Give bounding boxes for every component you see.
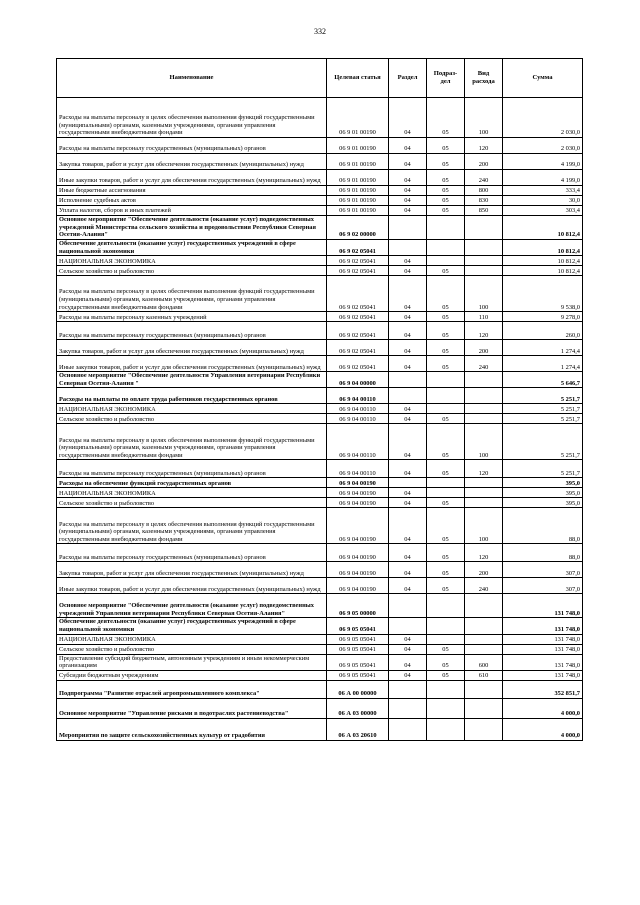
cell-section: 04 [389, 322, 427, 340]
cell-name: Иные закупки товаров, работ и услуг для обеспечения государственных (муниципальных) нужд [57, 578, 327, 594]
table-row [57, 256, 583, 266]
cell-name: Сельское хозяйство и рыболовство [57, 266, 327, 276]
cell-kind: 200 [465, 154, 503, 170]
cell-target: 06 9 04 00190 [327, 578, 389, 594]
cell-target: 06 9 02 05041 [327, 276, 389, 312]
table-row [57, 276, 583, 312]
cell-sum: 5 251,7 [503, 460, 583, 478]
cell-sum: 4 199,0 [503, 154, 583, 170]
cell-target: 06 А 00 00000 [327, 680, 389, 698]
cell-kind: 600 [465, 654, 503, 670]
cell-sum: 5 646,7 [503, 372, 583, 388]
cell-kind: 200 [465, 562, 503, 578]
cell-section: 04 [389, 498, 427, 508]
table-row [57, 170, 583, 186]
cell-kind: 120 [465, 138, 503, 154]
cell-target: 06 9 05 05041 [327, 654, 389, 670]
cell-target: 06 9 02 05041 [327, 356, 389, 372]
cell-target: 06 9 04 00000 [327, 372, 389, 388]
cell-name: Обеспечение деятельности (оказание услуг) государственных учреждений в сфере национальной экономики [57, 618, 327, 634]
cell-sum: 131 748,0 [503, 618, 583, 634]
cell-name: Расходы на выплаты по оплате труда работников государственных органов [57, 388, 327, 404]
cell-target: 06 9 04 00110 [327, 460, 389, 478]
cell-kind [465, 404, 503, 414]
cell-subsection [427, 594, 465, 618]
cell-target: 06 9 04 00190 [327, 508, 389, 544]
cell-subsection: 05 [427, 544, 465, 562]
cell-name: Расходы на выплаты персоналу государственных (муниципальных) органов [57, 138, 327, 154]
cell-kind [465, 240, 503, 256]
cell-name: Закупка товаров, работ и услуг для обеспечения государственных (муниципальных) нужд [57, 562, 327, 578]
cell-sum: 88,0 [503, 508, 583, 544]
cell-subsection [427, 478, 465, 488]
cell-sum: 9 538,0 [503, 276, 583, 312]
cell-name: Сельское хозяйство и рыболовство [57, 414, 327, 424]
table-row [57, 654, 583, 670]
cell-section [389, 718, 427, 740]
cell-section: 04 [389, 356, 427, 372]
cell-name: Предоставление субсидий бюджетным, автономным учреждениям и иным некоммерческим организациям [57, 654, 327, 670]
cell-kind: 830 [465, 196, 503, 206]
cell-subsection: 05 [427, 414, 465, 424]
cell-sum: 260,0 [503, 322, 583, 340]
cell-sum: 5 251,7 [503, 404, 583, 414]
cell-sum: 4 000,0 [503, 718, 583, 740]
cell-kind [465, 488, 503, 498]
cell-subsection: 05 [427, 206, 465, 216]
table-row [57, 718, 583, 740]
table-row [57, 196, 583, 206]
cell-sum: 10 812,4 [503, 256, 583, 266]
table-row [57, 240, 583, 256]
table-row [57, 356, 583, 372]
cell-subsection: 05 [427, 670, 465, 680]
cell-target: 06 9 01 00190 [327, 138, 389, 154]
cell-section: 04 [389, 562, 427, 578]
table-row [57, 618, 583, 634]
cell-subsection [427, 256, 465, 266]
cell-subsection [427, 216, 465, 240]
cell-sum: 10 812,4 [503, 266, 583, 276]
table-row [57, 98, 583, 138]
cell-sum: 4 199,0 [503, 170, 583, 186]
table-row [57, 266, 583, 276]
cell-subsection [427, 718, 465, 740]
cell-section [389, 618, 427, 634]
header-section: Раздел [389, 59, 427, 98]
table-row [57, 698, 583, 718]
cell-subsection [427, 698, 465, 718]
table-row [57, 414, 583, 424]
cell-kind [465, 256, 503, 266]
cell-section: 04 [389, 276, 427, 312]
table-row [57, 544, 583, 562]
cell-subsection: 05 [427, 460, 465, 478]
cell-subsection [427, 618, 465, 634]
cell-sum: 4 000,0 [503, 698, 583, 718]
cell-name: НАЦИОНАЛЬНАЯ ЭКОНОМИКА [57, 488, 327, 498]
cell-name: Уплата налогов, сборов и иных платежей [57, 206, 327, 216]
header-subsection: Подраз-дел [427, 59, 465, 98]
header-target: Целевая статья [327, 59, 389, 98]
cell-section [389, 594, 427, 618]
cell-sum: 1 274,4 [503, 356, 583, 372]
cell-kind: 120 [465, 322, 503, 340]
table-row [57, 498, 583, 508]
cell-target: 06 9 01 00190 [327, 186, 389, 196]
cell-name: Иные закупки товаров, работ и услуг для обеспечения государственных (муниципальных) нужд [57, 356, 327, 372]
cell-section: 04 [389, 138, 427, 154]
cell-subsection: 05 [427, 312, 465, 322]
table-row [57, 216, 583, 240]
page-number: 332 [314, 27, 326, 36]
cell-section: 04 [389, 508, 427, 544]
cell-section: 04 [389, 154, 427, 170]
cell-section: 04 [389, 186, 427, 196]
cell-kind: 240 [465, 170, 503, 186]
cell-sum: 10 812,4 [503, 240, 583, 256]
cell-sum: 2 030,0 [503, 138, 583, 154]
cell-name: НАЦИОНАЛЬНАЯ ЭКОНОМИКА [57, 634, 327, 644]
cell-subsection [427, 404, 465, 414]
cell-section: 04 [389, 340, 427, 356]
cell-name: Подпрограмма "Развитие отраслей агропромышленного комплекса" [57, 680, 327, 698]
cell-kind [465, 644, 503, 654]
cell-sum: 131 748,0 [503, 670, 583, 680]
cell-name: Расходы на выплаты персоналу в целях обеспечения выполнения функций государственными (муниципальными) органами, казенными учреждениями, органами управления государственными внебюджетными фондами [57, 276, 327, 312]
cell-kind: 120 [465, 460, 503, 478]
cell-name: Исполнение судебных актов [57, 196, 327, 206]
table-row [57, 644, 583, 654]
cell-kind [465, 216, 503, 240]
cell-subsection [427, 372, 465, 388]
cell-subsection: 05 [427, 578, 465, 594]
cell-name: НАЦИОНАЛЬНАЯ ЭКОНОМИКА [57, 256, 327, 266]
cell-name: Основное мероприятие "Обеспечение деятельности Управления ветеринарии Республики Северная Осетия-Алания " [57, 372, 327, 388]
cell-subsection: 05 [427, 322, 465, 340]
cell-name: Расходы на выплаты персоналу государственных (муниципальных) органов [57, 544, 327, 562]
cell-subsection [427, 634, 465, 644]
budget-table [56, 58, 583, 741]
cell-target: 06 9 04 00110 [327, 424, 389, 460]
cell-name: Сельское хозяйство и рыболовство [57, 644, 327, 654]
cell-name: Иные закупки товаров, работ и услуг для обеспечения государственных (муниципальных) нужд [57, 170, 327, 186]
table-row [57, 508, 583, 544]
cell-name: Расходы на выплаты персоналу казенных учреждений [57, 312, 327, 322]
cell-name: НАЦИОНАЛЬНАЯ ЭКОНОМИКА [57, 404, 327, 414]
cell-section: 04 [389, 488, 427, 498]
cell-target: 06 9 02 00000 [327, 216, 389, 240]
table-row [57, 460, 583, 478]
cell-sum: 307,0 [503, 578, 583, 594]
table-row [57, 488, 583, 498]
cell-section: 04 [389, 256, 427, 266]
cell-subsection: 05 [427, 138, 465, 154]
cell-name: Иные бюджетные ассигнования [57, 186, 327, 196]
cell-kind: 100 [465, 424, 503, 460]
cell-kind [465, 388, 503, 404]
cell-name: Субсидии бюджетным учреждениям [57, 670, 327, 680]
cell-sum: 395,0 [503, 498, 583, 508]
cell-name: Расходы на обеспечение функций государственных органов [57, 478, 327, 488]
cell-kind [465, 634, 503, 644]
cell-target: 06 9 05 05041 [327, 644, 389, 654]
cell-sum: 131 748,0 [503, 644, 583, 654]
cell-target: 06 9 02 05041 [327, 256, 389, 266]
table-row [57, 424, 583, 460]
cell-sum: 5 251,7 [503, 424, 583, 460]
cell-sum: 131 748,0 [503, 634, 583, 644]
cell-kind: 100 [465, 508, 503, 544]
cell-target: 06 9 01 00190 [327, 98, 389, 138]
cell-subsection: 05 [427, 266, 465, 276]
cell-target: 06 9 04 00110 [327, 404, 389, 414]
cell-target: 06 А 03 00000 [327, 698, 389, 718]
cell-subsection: 05 [427, 498, 465, 508]
cell-section: 04 [389, 424, 427, 460]
table-row [57, 312, 583, 322]
cell-target: 06 9 02 05041 [327, 240, 389, 256]
cell-kind [465, 718, 503, 740]
cell-name: Расходы на выплаты персоналу государственных (муниципальных) органов [57, 460, 327, 478]
cell-subsection: 05 [427, 170, 465, 186]
table-row [57, 670, 583, 680]
header-sum: Сумма [503, 59, 583, 98]
cell-kind: 100 [465, 98, 503, 138]
cell-kind: 610 [465, 670, 503, 680]
cell-sum: 352 851,7 [503, 680, 583, 698]
cell-sum: 30,0 [503, 196, 583, 206]
cell-section [389, 698, 427, 718]
cell-name: Мероприятия по защите сельскохозяйственных культур от градобития [57, 718, 327, 740]
cell-target: 06 9 01 00190 [327, 206, 389, 216]
cell-section: 04 [389, 170, 427, 186]
cell-section: 04 [389, 578, 427, 594]
cell-section: 04 [389, 634, 427, 644]
cell-sum: 307,0 [503, 562, 583, 578]
cell-sum: 395,0 [503, 478, 583, 488]
cell-target: 06 А 03 20610 [327, 718, 389, 740]
table-row [57, 634, 583, 644]
cell-subsection [427, 680, 465, 698]
cell-kind [465, 698, 503, 718]
cell-section: 04 [389, 404, 427, 414]
cell-section: 04 [389, 644, 427, 654]
cell-target: 06 9 05 05041 [327, 618, 389, 634]
cell-subsection: 05 [427, 356, 465, 372]
cell-kind: 240 [465, 578, 503, 594]
cell-name: Закупка товаров, работ и услуг для обеспечения государственных (муниципальных) нужд [57, 154, 327, 170]
cell-kind [465, 594, 503, 618]
cell-name: Основное мероприятие "Обеспечение деятельности (оказание услуг) подведомственных учреждений Министерства сельского хозяйства и продовольствия Республики Северная Осетия-Алания" [57, 216, 327, 240]
cell-target: 06 9 02 05041 [327, 266, 389, 276]
table-row [57, 562, 583, 578]
cell-section [389, 216, 427, 240]
cell-section: 04 [389, 266, 427, 276]
cell-name: Основное мероприятие "Управление рисками в подотраслях растениеводства" [57, 698, 327, 718]
cell-kind [465, 372, 503, 388]
table-row [57, 372, 583, 388]
cell-subsection: 05 [427, 186, 465, 196]
cell-section: 04 [389, 196, 427, 206]
cell-sum: 9 278,0 [503, 312, 583, 322]
cell-subsection: 05 [427, 562, 465, 578]
table-row [57, 138, 583, 154]
cell-name: Закупка товаров, работ и услуг для обеспечения государственных (муниципальных) нужд [57, 340, 327, 356]
cell-kind: 110 [465, 312, 503, 322]
cell-name: Сельское хозяйство и рыболовство [57, 498, 327, 508]
cell-target: 06 9 04 00190 [327, 478, 389, 488]
table-header-row [57, 59, 583, 98]
cell-subsection [427, 240, 465, 256]
cell-sum: 303,4 [503, 206, 583, 216]
cell-target: 06 9 01 00190 [327, 154, 389, 170]
cell-sum: 395,0 [503, 488, 583, 498]
table-row [57, 680, 583, 698]
cell-target: 06 9 05 00000 [327, 594, 389, 618]
table-row [57, 206, 583, 216]
cell-section: 04 [389, 312, 427, 322]
cell-target: 06 9 01 00190 [327, 170, 389, 186]
cell-kind: 240 [465, 356, 503, 372]
table-row [57, 388, 583, 404]
cell-name: Основное мероприятие "Обеспечение деятельности (оказание услуг) подведомственных учреждений Управления ветеринарии Республики Северная Осетия-Алания" [57, 594, 327, 618]
cell-section [389, 680, 427, 698]
cell-kind [465, 414, 503, 424]
table-row [57, 478, 583, 488]
cell-target: 06 9 04 00190 [327, 562, 389, 578]
cell-kind: 800 [465, 186, 503, 196]
table-row [57, 322, 583, 340]
cell-target: 06 9 04 00110 [327, 414, 389, 424]
table-body [57, 98, 583, 741]
cell-kind: 200 [465, 340, 503, 356]
cell-target: 06 9 04 00190 [327, 544, 389, 562]
header-name: Наименование [57, 59, 327, 98]
cell-subsection: 05 [427, 154, 465, 170]
cell-section: 04 [389, 206, 427, 216]
cell-kind: 850 [465, 206, 503, 216]
cell-subsection: 05 [427, 424, 465, 460]
cell-section: 04 [389, 460, 427, 478]
cell-kind: 120 [465, 544, 503, 562]
cell-subsection: 05 [427, 196, 465, 206]
cell-section [389, 478, 427, 488]
cell-sum: 88,0 [503, 544, 583, 562]
cell-sum: 333,4 [503, 186, 583, 196]
cell-sum: 10 812,4 [503, 216, 583, 240]
table-row [57, 578, 583, 594]
table-row [57, 340, 583, 356]
cell-subsection: 05 [427, 276, 465, 312]
cell-section: 04 [389, 98, 427, 138]
cell-kind [465, 266, 503, 276]
cell-subsection: 05 [427, 340, 465, 356]
cell-target: 06 9 02 05041 [327, 322, 389, 340]
cell-subsection [427, 388, 465, 404]
cell-name: Расходы на выплаты персоналу государственных (муниципальных) органов [57, 322, 327, 340]
cell-target: 06 9 02 05041 [327, 312, 389, 322]
cell-name: Расходы на выплаты персоналу в целях обеспечения выполнения функций государственными (муниципальными) органами, казенными учреждениями, органами управления государственными внебюджетными фондами [57, 98, 327, 138]
table-row [57, 154, 583, 170]
cell-kind: 100 [465, 276, 503, 312]
cell-target: 06 9 04 00110 [327, 388, 389, 404]
cell-sum: 131 748,0 [503, 654, 583, 670]
table-row [57, 594, 583, 618]
cell-name: Расходы на выплаты персоналу в целях обеспечения выполнения функций государственными (муниципальными) органами, казенными учреждениями, органами управления государственными внебюджетными фондами [57, 424, 327, 460]
cell-target: 06 9 04 00190 [327, 498, 389, 508]
cell-name: Расходы на выплаты персоналу в целях обеспечения выполнения функций государственными (муниципальными) органами, казенными учреждениями, органами управления государственными внебюджетными фондами [57, 508, 327, 544]
cell-target: 06 9 05 05041 [327, 634, 389, 644]
header-kind: Вид расхода [465, 59, 503, 98]
cell-sum: 5 251,7 [503, 414, 583, 424]
cell-section: 04 [389, 414, 427, 424]
cell-kind [465, 498, 503, 508]
table-row [57, 404, 583, 414]
cell-section [389, 240, 427, 256]
cell-target: 06 9 02 05041 [327, 340, 389, 356]
cell-kind [465, 618, 503, 634]
cell-section [389, 388, 427, 404]
cell-kind [465, 478, 503, 488]
cell-target: 06 9 05 05041 [327, 670, 389, 680]
cell-subsection: 05 [427, 644, 465, 654]
cell-sum: 1 274,4 [503, 340, 583, 356]
cell-kind [465, 680, 503, 698]
cell-section: 04 [389, 670, 427, 680]
cell-section: 04 [389, 654, 427, 670]
table-row [57, 186, 583, 196]
cell-subsection [427, 488, 465, 498]
cell-sum: 5 251,7 [503, 388, 583, 404]
cell-subsection: 05 [427, 508, 465, 544]
cell-sum: 131 748,0 [503, 594, 583, 618]
cell-target: 06 9 01 00190 [327, 196, 389, 206]
cell-subsection: 05 [427, 98, 465, 138]
cell-subsection: 05 [427, 654, 465, 670]
cell-section [389, 372, 427, 388]
cell-section: 04 [389, 544, 427, 562]
cell-name: Обеспечение деятельности (оказание услуг) государственных учреждений в сфере национальной экономики [57, 240, 327, 256]
cell-sum: 2 030,0 [503, 98, 583, 138]
cell-target: 06 9 04 00190 [327, 488, 389, 498]
